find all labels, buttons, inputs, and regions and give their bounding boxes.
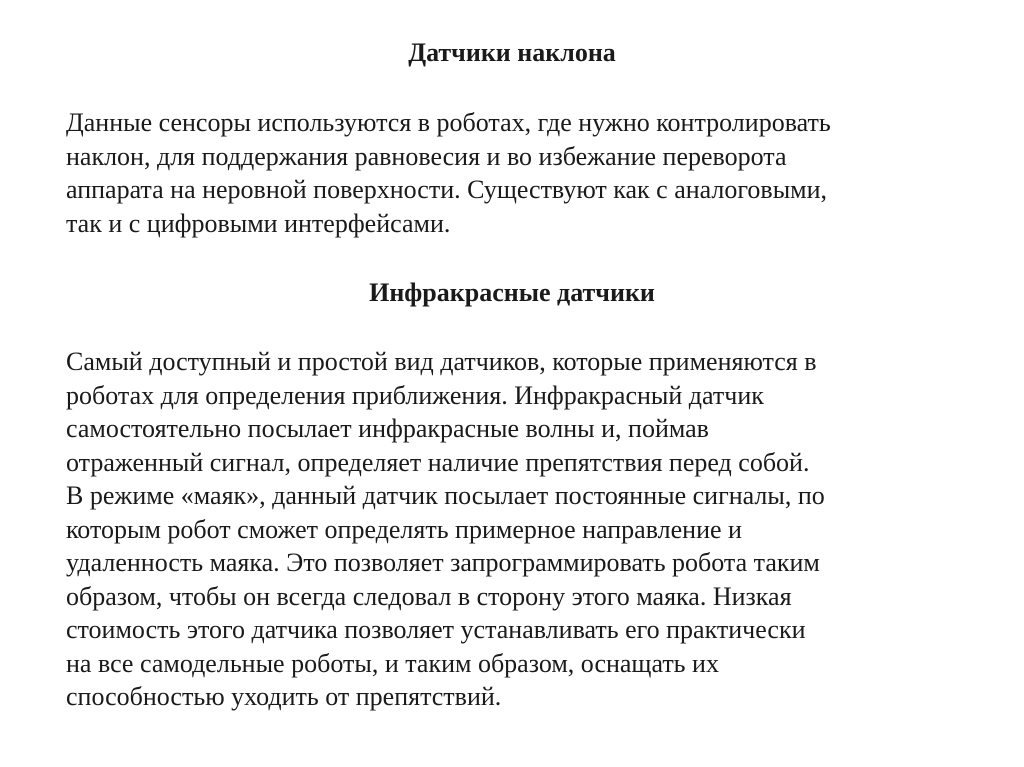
section-tilt-sensors <box>66 36 966 240</box>
section-text-tilt-sensors: Данные сенсоры используются в роботах, где нужно контролировать наклон, для поддержания равновесия и во избежание переворота аппарата на неровной поверхности. Существуют как с аналоговыми, так и с цифровыми интерфейсами. <box>66 108 831 238</box>
section-heading-tilt-sensors: Датчики наклона <box>408 38 616 67</box>
section-heading-infrared-sensors: Инфракрасные датчики <box>369 278 655 307</box>
section-infrared-sensors <box>66 276 966 714</box>
section-text-infrared-sensors: Самый доступный и простой вид датчиков, которые применяются в роботах для определения приближения. Инфракрасный датчик самостоятельно посылает инфракрасные волны и, поймав отраженный сигнал, определяет наличие препятствия перед собой. В режиме «маяк», данный датчик посылает постоянные сигналы, по которым робот сможет определять примерное направление и удаленность маяка. Это позволяет запрограммировать робота таким образом, чтобы он всегда следовал в сторону этого маяка. Низкая стоимость этого датчика позволяет устанавливать его практически на все самодельные роботы, и таким образом, оснащать их способностью уходить от препятствий. <box>66 347 825 711</box>
